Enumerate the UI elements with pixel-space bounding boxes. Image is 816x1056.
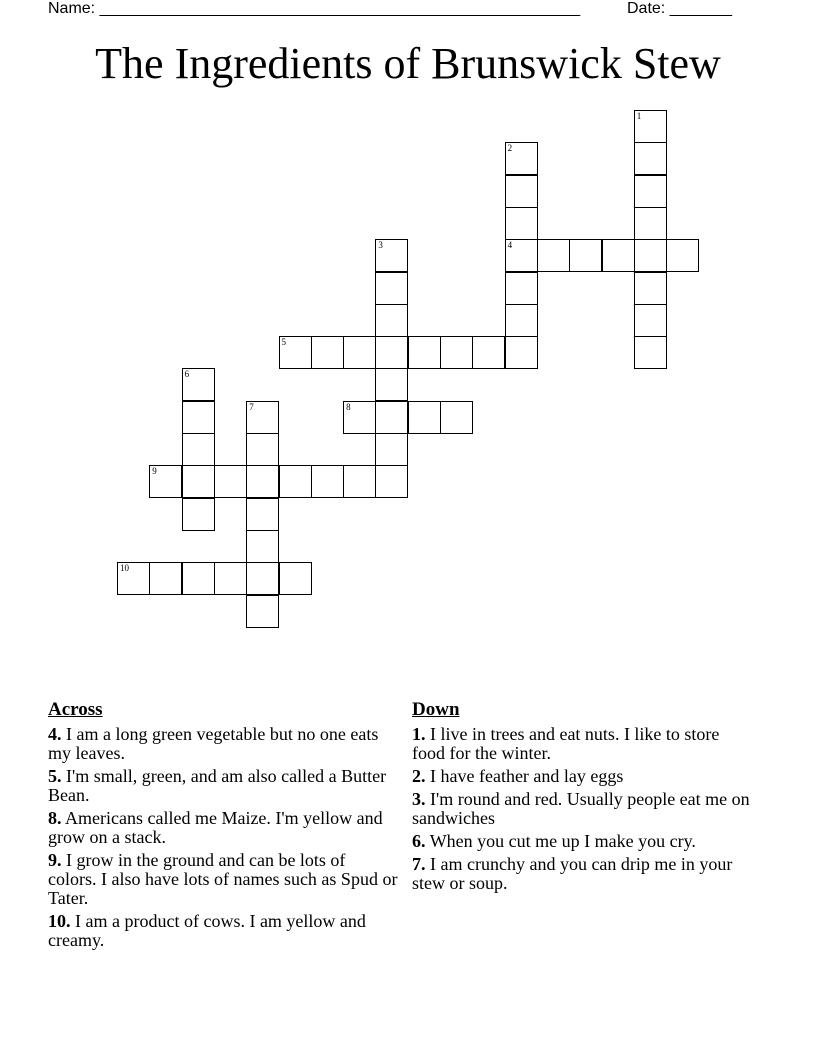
crossword-cell[interactable]: [375, 465, 408, 498]
crossword-cell[interactable]: [375, 239, 408, 272]
clue-number: 3.: [412, 789, 426, 809]
crossword-cell[interactable]: [343, 401, 376, 434]
crossword-cell[interactable]: [440, 401, 473, 434]
cell-number: 3: [378, 240, 383, 251]
clue-across-9: [48, 851, 398, 908]
clue-text: Americans called me Maize. I'm yellow and grow on a stack.: [48, 808, 383, 847]
clue-down-3: [412, 790, 752, 828]
crossword-cell[interactable]: [375, 433, 408, 466]
crossword-cell[interactable]: [375, 368, 408, 401]
cell-number: 8: [346, 401, 351, 412]
crossword-cell[interactable]: [246, 498, 279, 531]
name-field-label: Name: ______________________________________________________: [48, 0, 581, 17]
cell-number: 5: [281, 337, 286, 348]
crossword-cell[interactable]: [634, 239, 667, 272]
clue-number: 7.: [412, 854, 426, 874]
crossword-cell[interactable]: [279, 465, 312, 498]
crossword-cell[interactable]: [246, 401, 279, 434]
crossword-cell[interactable]: [149, 465, 182, 498]
clue-text: I am a long green vegetable but no one eats my leaves.: [48, 724, 379, 763]
clue-number: 2.: [412, 766, 426, 786]
crossword-cell[interactable]: [182, 433, 215, 466]
crossword-cell[interactable]: [214, 465, 247, 498]
crossword-cell[interactable]: [311, 336, 344, 369]
crossword-cell[interactable]: [505, 336, 538, 369]
cell-number: 9: [152, 466, 157, 477]
crossword-cell[interactable]: [246, 530, 279, 563]
crossword-cell[interactable]: [634, 110, 667, 143]
crossword-cell[interactable]: [634, 336, 667, 369]
clue-text: I live in trees and eat nuts. I like to store food for the winter.: [412, 724, 720, 763]
cell-number: 6: [184, 369, 190, 380]
clue-across-5: [48, 767, 398, 805]
down-clues: [412, 700, 752, 897]
crossword-cell[interactable]: [505, 304, 538, 337]
page-title: The Ingredients of Brunswick Stew: [95, 39, 721, 88]
crossword-cell[interactable]: [408, 336, 441, 369]
crossword-cell[interactable]: [182, 368, 215, 401]
clue-text: I grow in the ground and can be lots of colors. I also have lots of names such as Spud or Tater.: [48, 850, 398, 908]
clue-across-4: [48, 725, 398, 763]
across-heading: Across: [48, 699, 103, 720]
crossword-cell[interactable]: [246, 433, 279, 466]
crossword-cell[interactable]: [214, 562, 247, 595]
date-field-label: Date: _______: [627, 0, 732, 17]
cell-number: 10: [120, 563, 129, 574]
down-heading: Down: [412, 699, 460, 720]
cell-number: 7: [249, 401, 254, 412]
clue-down-1: [412, 725, 752, 763]
clue-text: I am crunchy and you can drip me in your stew or soup.: [412, 854, 733, 893]
crossword-cell[interactable]: [375, 304, 408, 337]
cell-number: 4: [507, 240, 513, 251]
crossword-cell[interactable]: [343, 336, 376, 369]
clue-across-8: [48, 809, 398, 847]
crossword-cell[interactable]: [182, 562, 215, 595]
crossword-cell[interactable]: [375, 401, 408, 434]
crossword-cell[interactable]: [182, 401, 215, 434]
clue-number: 8.: [48, 808, 62, 828]
clue-number: 4.: [48, 724, 62, 744]
across-clues: [48, 700, 398, 954]
clue-number: 6.: [412, 831, 426, 851]
crossword-cell[interactable]: [505, 175, 538, 208]
clue-number: 5.: [48, 766, 62, 786]
crossword-cell[interactable]: [149, 562, 182, 595]
crossword-cell[interactable]: [666, 239, 699, 272]
clue-text: I'm small, green, and am also called a Butter Bean.: [48, 766, 387, 805]
clue-down-2: [412, 767, 752, 786]
crossword-cell[interactable]: [634, 272, 667, 305]
clue-text: When you cut me up I make you cry.: [429, 831, 696, 851]
clue-text: I have feather and lay eggs: [430, 766, 624, 786]
crossword-cell[interactable]: [634, 175, 667, 208]
clue-number: 1.: [412, 724, 426, 744]
crossword-cell[interactable]: [505, 272, 538, 305]
crossword-cell[interactable]: [279, 562, 312, 595]
crossword-cell[interactable]: [246, 562, 279, 595]
crossword-cell[interactable]: [505, 142, 538, 175]
clue-number: 9.: [48, 850, 62, 870]
crossword-cell[interactable]: [569, 239, 602, 272]
crossword-cell[interactable]: [634, 207, 667, 240]
crossword-cell[interactable]: [375, 336, 408, 369]
crossword-cell[interactable]: [505, 207, 538, 240]
crossword-cell[interactable]: [408, 401, 441, 434]
clue-across-10: [48, 912, 398, 950]
crossword-cell[interactable]: [182, 465, 215, 498]
crossword-cell[interactable]: [311, 465, 344, 498]
crossword-cell[interactable]: [246, 595, 279, 628]
crossword-cell[interactable]: [472, 336, 505, 369]
crossword-cell[interactable]: [602, 239, 635, 272]
clue-text: I am a product of cows. I am yellow and creamy.: [48, 911, 366, 950]
crossword-cell[interactable]: [375, 272, 408, 305]
crossword-cell[interactable]: [537, 239, 570, 272]
clue-number: 10.: [48, 911, 71, 931]
clue-down-6: [412, 832, 752, 851]
crossword-cell[interactable]: [279, 336, 312, 369]
crossword-cell[interactable]: [246, 465, 279, 498]
crossword-cell[interactable]: [634, 142, 667, 175]
cell-number: 1: [636, 111, 642, 121]
crossword-cell[interactable]: [182, 498, 215, 531]
clue-down-7: [412, 855, 752, 893]
cell-number: 2: [507, 143, 513, 154]
crossword-cell[interactable]: [440, 336, 473, 369]
crossword-cell[interactable]: [117, 562, 150, 595]
clue-text: I'm round and red. Usually people eat me on sandwiches: [412, 789, 750, 828]
crossword-cell[interactable]: [505, 239, 538, 272]
crossword-cell[interactable]: [634, 304, 667, 337]
crossword-cell[interactable]: [343, 465, 376, 498]
